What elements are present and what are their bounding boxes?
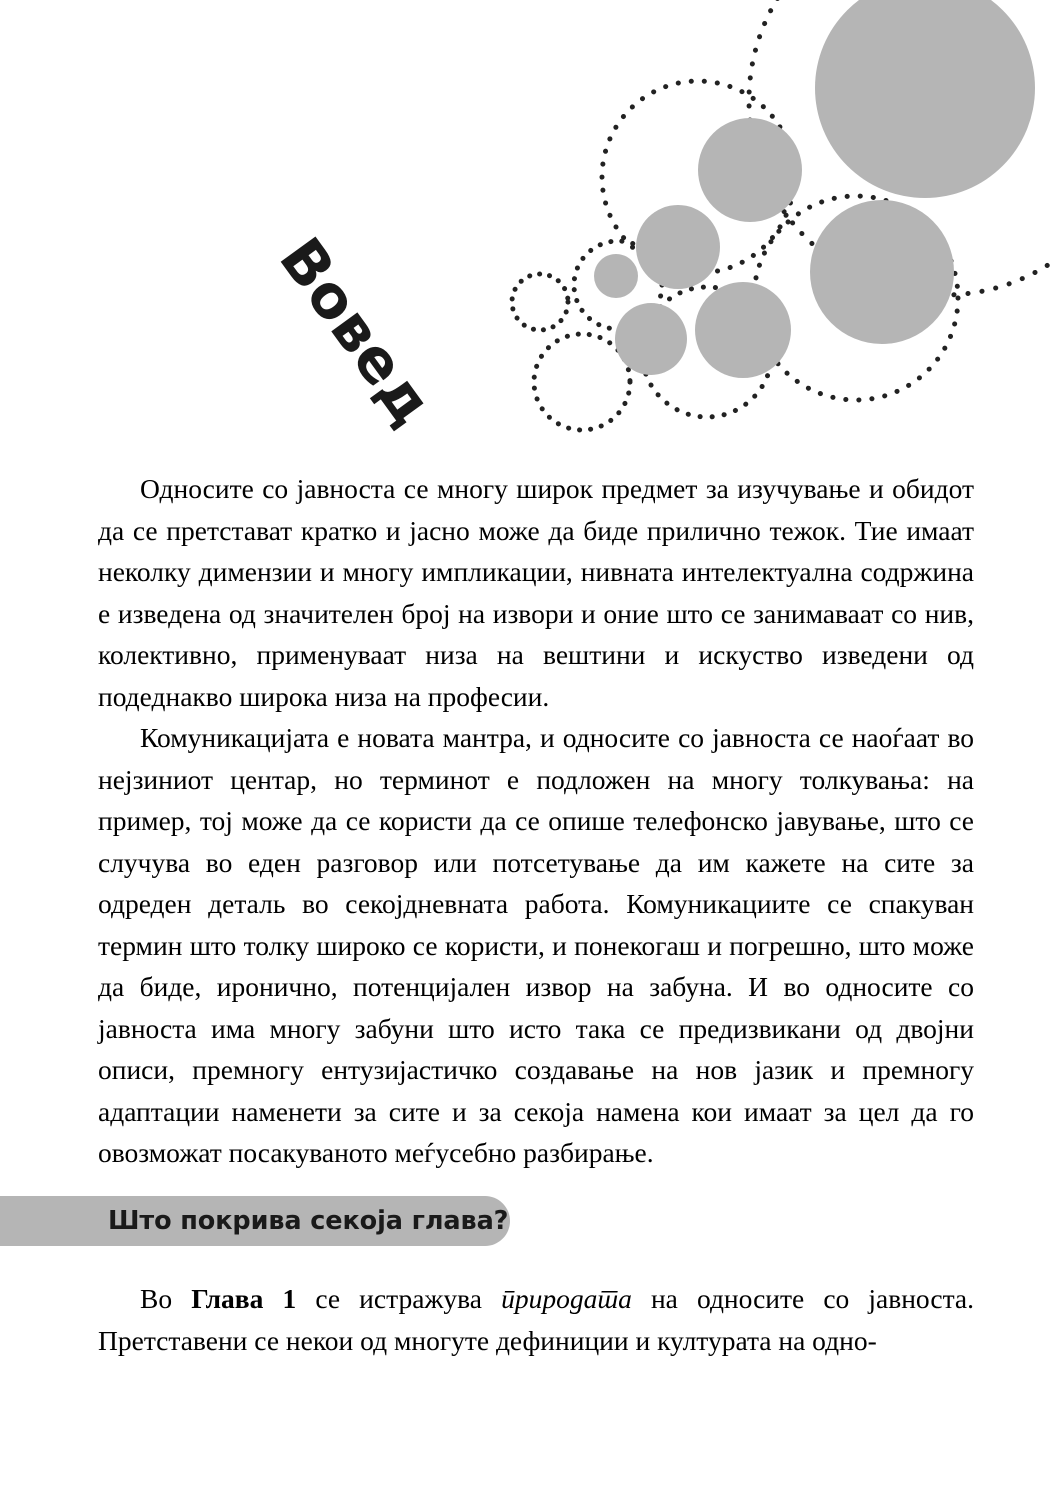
closing-tail: на односите со јавноста. Претставени се некои од многуте дефиниции и културата на одно- (98, 1283, 975, 1356)
chapter-reference: Глава 1 (191, 1283, 297, 1314)
dotted-circle (642, 287, 772, 417)
section-heading-label: Што покрива секоја глава? (108, 1206, 509, 1236)
solid-circle (698, 118, 802, 222)
solid-circle (615, 303, 687, 375)
closing-lead-in: Во (140, 1283, 192, 1314)
paragraph: Односите со јавноста се многу широк предмет за изучување и обидот да се претстават кратко и јасно може да биде прилично тежок. Тие имаат неколку димензии и многу импликации, нивната интелектуална содржина е изведена од значителен број на извори и оние што се занимаваат со нив, колективно, применуваат низа на вештини и искуство изведени од подеднакво широка низа на професии. (98, 473, 974, 712)
dotted-circle (574, 241, 662, 329)
page-title: Вовед (266, 225, 448, 438)
dotted-circle (602, 81, 794, 273)
solid-circle (815, 0, 1035, 198)
solid-circle (810, 200, 954, 344)
solid-circle-group (594, 0, 1035, 378)
dotted-circle (534, 334, 630, 430)
section-heading-banner (0, 1196, 510, 1246)
paragraph: Комуникацијата е новата мантра, и односите со јавноста се наоѓаат во нејзиниот центар, но терминот е подложен на многу толкувања: на пример, тој може да се користи да се опише телефонско јавување, што се случува во еден разговор или потсетување да им кажете на сите за одреден деталь во секојдневната работа. Комуникациите се спакуван термин што толку широко се користи, и понекогаш и погрешно, што може да биде, иронично, потенцијален извор на забуна. И во односите со јавноста има многу забуни што исто така се предизвикани од двојни описи, премногу ентузијастичко создавање на нов јазик и премногу адаптации наменети за сите и за секоја намена кои имаат за цел да го овозможат посакуваното меѓусебно разбирање. (98, 722, 974, 1168)
closing-mid: се истражува (296, 1283, 502, 1314)
solid-circle (594, 254, 638, 298)
closing-content (98, 1278, 974, 1361)
dotted-circle (754, 196, 958, 400)
paragraph (98, 1278, 974, 1361)
solid-circle (695, 282, 791, 378)
body-content (98, 468, 974, 1174)
dotted-circle (512, 274, 568, 330)
dotted-circle (749, 0, 1052, 295)
solid-circle (636, 205, 720, 289)
emphasized-term: природата (501, 1283, 632, 1314)
dotted-circle-group (512, 0, 1052, 430)
decorative-bubble-artwork (0, 0, 1052, 450)
